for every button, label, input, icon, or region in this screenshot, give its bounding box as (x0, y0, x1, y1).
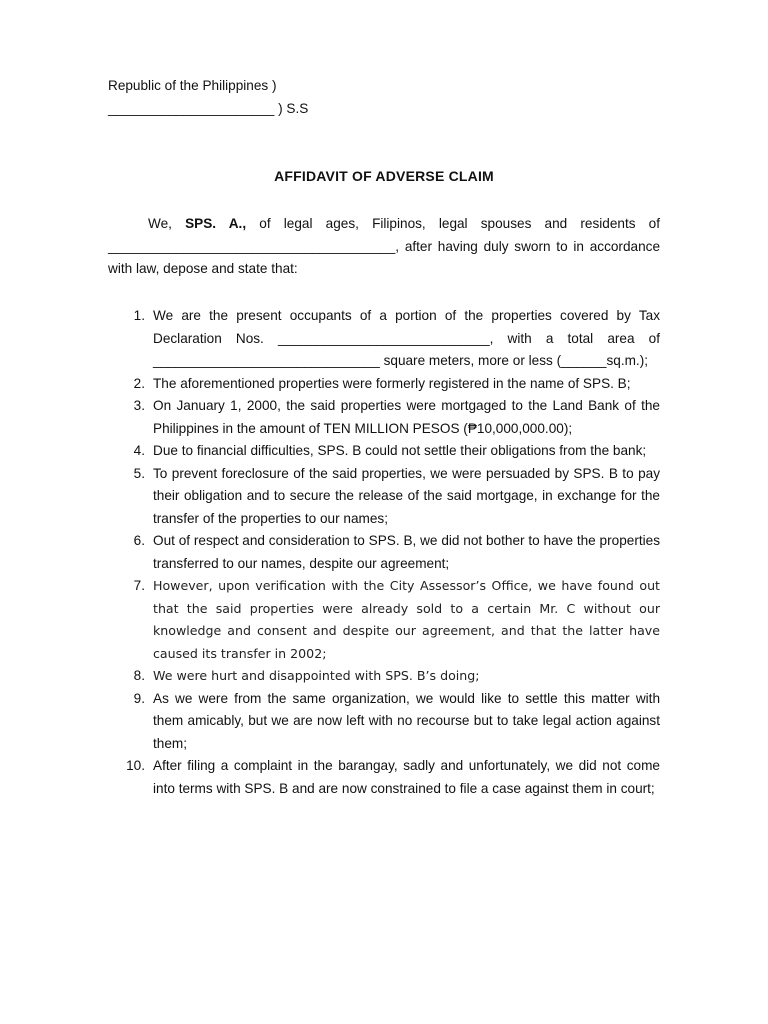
list-item (108, 305, 660, 373)
list-item-text: We are the present occupants of a portion of the properties covered by Tax Declaration Nos. ____________________________, with a total area of ______________________________ square meters, more or less (______sq.m.); (153, 308, 660, 368)
list-item (108, 530, 660, 575)
list-item-text: To prevent foreclosure of the said properties, we were persuaded by SPS. B to pay their obligation and to secure the release of the said mortgage, in exchange for the transfer of the properties to our names; (153, 465, 660, 526)
list-item-number: 8. (133, 668, 145, 683)
list-item (108, 755, 660, 800)
list-item (108, 463, 660, 531)
list-item-number: 9. (133, 690, 145, 706)
claimant-name: SPS. A., (185, 216, 247, 231)
list-item (108, 575, 660, 665)
intro-we: We, (148, 216, 172, 231)
list-item-text: Out of respect and consideration to SPS. B, we did not bother to have the properties transferred to our names, despite our agreement; (153, 533, 660, 571)
list-item-number: 6. (133, 533, 145, 548)
intro-paragraph (108, 213, 660, 281)
list-item (108, 373, 660, 396)
list-item-text: The aforementioned properties were formerly registered in the name of SPS. B; (153, 375, 631, 391)
list-item-number: 7. (133, 578, 145, 593)
list-item-text: As we were from the same organization, we would like to settle this matter with them amicably, but we are now left with no recourse but to take legal action against them; (153, 690, 660, 751)
list-item-number: 4. (133, 443, 145, 458)
list-item (108, 688, 660, 756)
statement-list (108, 305, 660, 800)
venue-line-republic: Republic of the Philippines ) (108, 78, 277, 93)
list-item-text: Due to financial difficulties, SPS. B could not settle their obligations from the bank; (153, 443, 647, 458)
list-item-text: On January 1, 2000, the said properties were mortgaged to the Land Bank of the Philippines in the amount of TEN MILLION PESOS (₱10,000,000.00); (153, 398, 660, 436)
list-item-number: 2. (133, 375, 145, 391)
list-item-number: 10. (126, 758, 145, 773)
list-item-number: 5. (133, 465, 145, 481)
document-title: AFFIDAVIT OF ADVERSE CLAIM (274, 168, 494, 184)
list-item (108, 665, 660, 688)
list-item (108, 395, 660, 440)
list-item-text: After filing a complaint in the barangay, sadly and unfortunately, we did not come into terms with SPS. B and are now constrained to file a case against them in court; (153, 758, 660, 796)
list-item-text: However, upon verification with the City Assessor’s Office, we have found out that the said properties were already sold to a certain Mr. C without our knowledge and consent and despite our agreement, and that the latter have caused its transfer in 2002; (153, 578, 660, 661)
venue-header (108, 75, 668, 120)
intro-text: of legal ages, Filipinos, legal spouses and residents of ______________________________________, after having duly sworn to in accordance with law, depose and state that: (108, 216, 661, 276)
list-item (108, 440, 660, 463)
list-item-number: 3. (133, 398, 145, 413)
venue-line-ss: ______________________ ) S.S (108, 100, 309, 116)
list-item-number: 1. (133, 308, 145, 323)
list-item-text: We were hurt and disappointed with SPS. B’s doing; (153, 668, 480, 683)
